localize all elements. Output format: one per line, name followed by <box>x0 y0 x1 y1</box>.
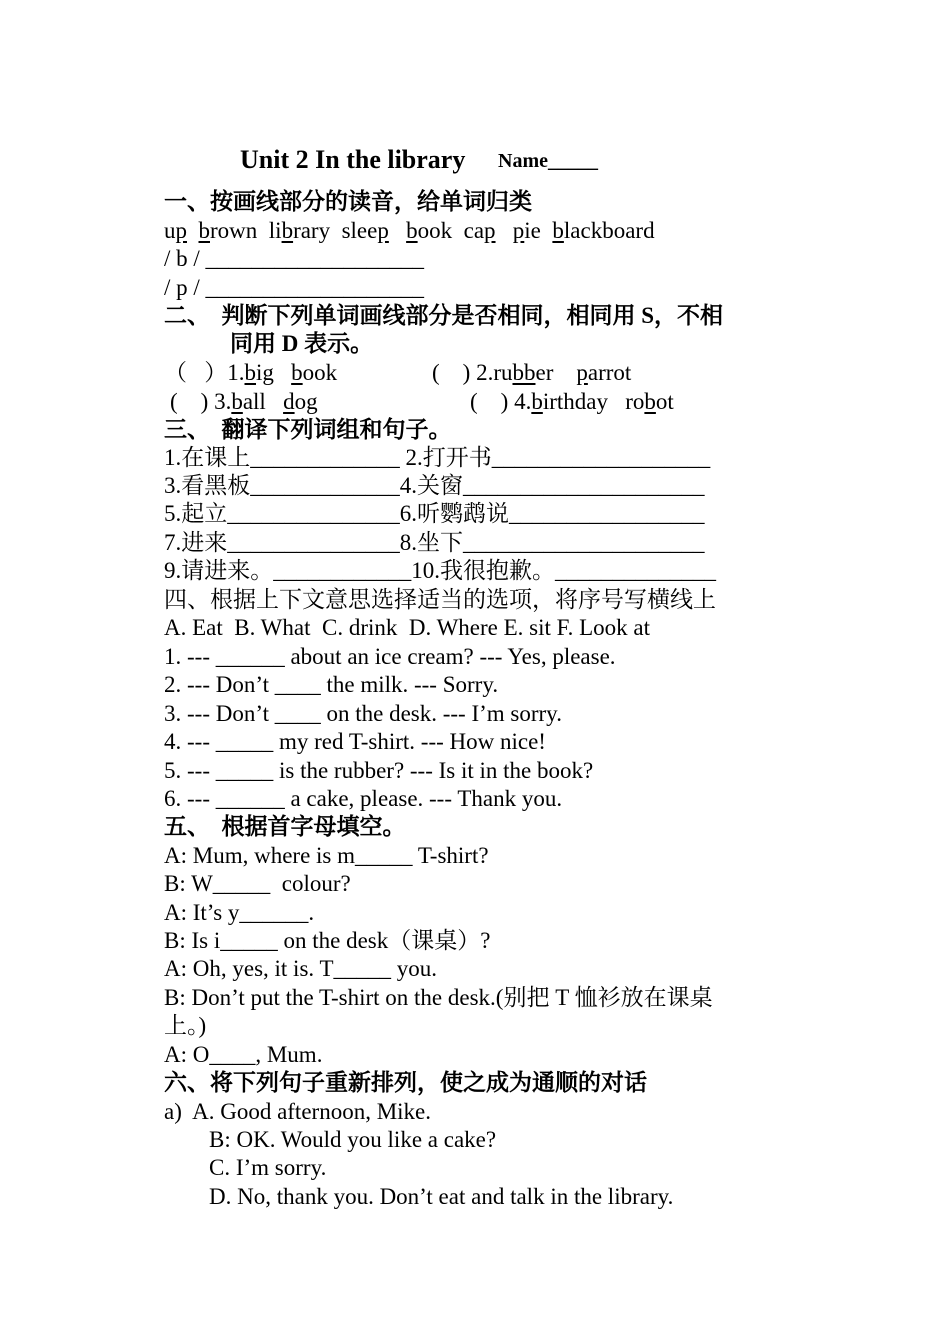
dialogue-line: A: Oh, yes, it is. T_____ you. <box>164 956 438 981</box>
sentence-option: C. I’m sorry. <box>209 1155 327 1180</box>
translate-line: 7.进来_______________8.坐下_____________________ <box>164 530 705 555</box>
option-list: A. Eat B. What C. drink D. Where E. sit F. Look at <box>164 615 650 640</box>
word-cap: cap <box>463 218 496 243</box>
dialogue-line: 上。) <box>164 1013 207 1038</box>
word-brown: brown <box>198 218 258 243</box>
dialogue-line: B: Don’t put the T-shirt on the desk.(别把 T 恤衫放在课桌 <box>164 985 713 1010</box>
dialogue-line: A: Mum, where is m_____ T-shirt? <box>164 843 489 868</box>
question-2-2: ( ) 2.rubber parrot <box>432 360 632 385</box>
translate-line: 5.起立_______________6.听鹦鹉说_________________ <box>164 501 705 526</box>
section-5-heading: 五、 根据首字母填空。 <box>164 814 406 839</box>
dialogue-line: B: W_____ colour? <box>164 871 351 896</box>
section-2-heading-line-1: 二、 判断下列单词画线部分是否相同，相同用 S，不相 <box>164 303 724 328</box>
choice-question: 1. --- ______ about an ice cream? --- Yes, please. <box>164 644 616 669</box>
page-title: Unit 2 In the library <box>240 145 466 174</box>
word-pie: pie <box>512 218 541 243</box>
question-2-4: ( ) 4.birthday robot <box>470 389 674 414</box>
choice-question: 3. --- Don’t ____ on the desk. --- I’m sorry. <box>164 701 562 726</box>
word-library: library <box>268 218 331 243</box>
translate-line: 3.看黑板_____________4.关窗_____________________ <box>164 473 705 498</box>
choice-question: 5. --- _____ is the rubber? --- Is it in the book? <box>164 758 594 783</box>
sentence-option: a) A. Good afternoon, Mike. <box>164 1099 431 1124</box>
section-1-word-list <box>164 217 655 245</box>
dialogue-line: A: It’s y______. <box>164 900 315 925</box>
translate-line: 1.在课上_____________ 2.打开书___________________ <box>164 445 711 470</box>
section-6-heading: 六、将下列句子重新排列，使之成为通顺的对话 <box>164 1070 647 1095</box>
name-field-label: Name_____ <box>498 150 598 172</box>
section-2-heading-line-2: 同用 D 表示。 <box>230 331 374 356</box>
word-up: up <box>164 218 187 243</box>
question-2-1: （ ）1.big book <box>164 360 338 385</box>
choice-question: 4. --- _____ my red T-shirt. --- How nice! <box>164 729 546 754</box>
dialogue-line: A: O____, Mum. <box>164 1042 323 1067</box>
choice-question: 6. --- ______ a cake, please. --- Thank you. <box>164 786 563 811</box>
section-1-heading: 一、按画线部分的读音，给单词归类 <box>164 189 532 214</box>
section-4-heading: 四、根据上下文意思选择适当的选项，将序号写横线上 <box>164 587 716 612</box>
sentence-option: B: OK. Would you like a cake? <box>209 1127 497 1152</box>
answer-row-b: / b / ___________________ <box>164 246 425 271</box>
sentence-option: D. No, thank you. Don’t eat and talk in the library. <box>209 1184 674 1209</box>
choice-question: 2. --- Don’t ____ the milk. --- Sorry. <box>164 672 499 697</box>
translate-line: 9.请进来。____________10.我很抱歉。______________ <box>164 558 716 583</box>
answer-row-p: / p / ___________________ <box>164 275 425 300</box>
word-sleep: sleep <box>341 218 389 243</box>
dialogue-line: B: Is i_____ on the desk（课桌）? <box>164 928 491 953</box>
word-blackboard: blackboard <box>552 218 655 243</box>
word-book: book <box>406 218 453 243</box>
section-3-heading: 三、 翻译下列词组和句子。 <box>164 417 452 442</box>
question-2-3: ( ) 3.ball dog <box>170 389 318 414</box>
